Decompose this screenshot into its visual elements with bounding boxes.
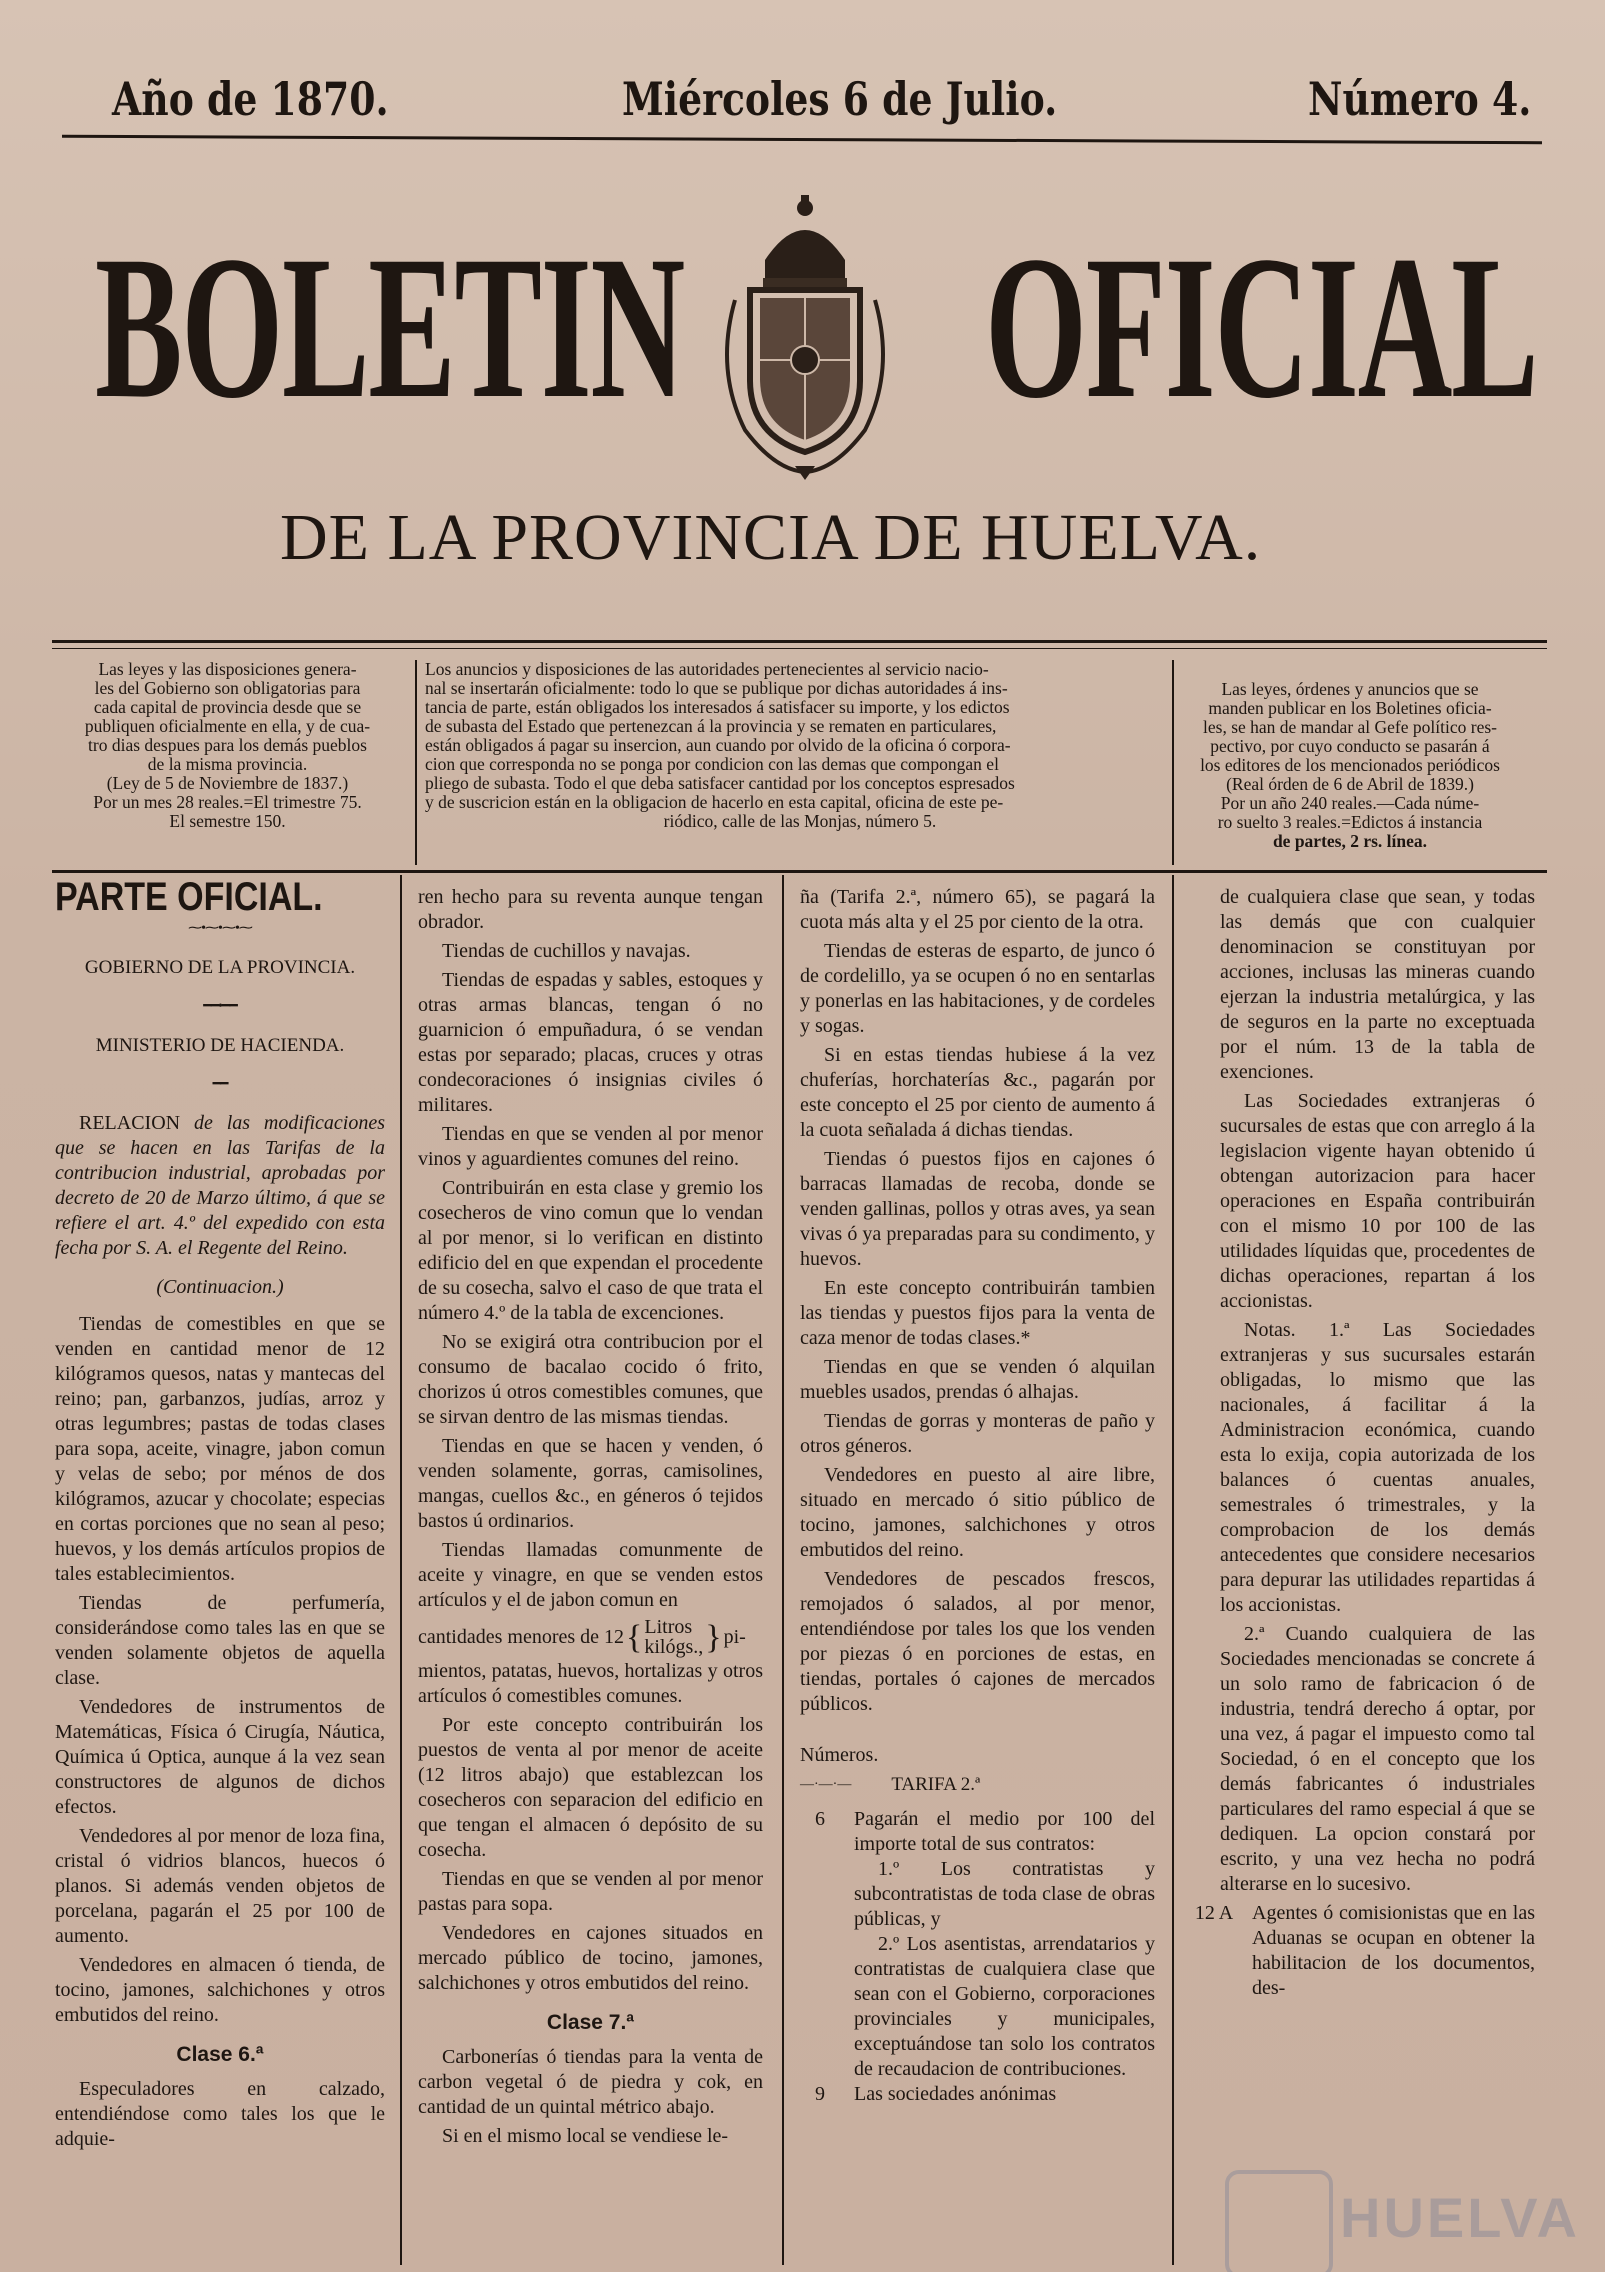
date-label: Miércoles 6 de Julio.: [622, 72, 1058, 126]
paragraph: Vendedores al por menor de loza fina, cristal ó vidrios blancos, huecos ó planos. Si además venden objetos de porcelana, pagarán el 25 por 100 de aumento.: [55, 1825, 385, 1947]
notice-line: Por un mes 28 reales.=El trimestre 75.: [93, 792, 362, 812]
quantity-text: cantidades menores de 12: [418, 1625, 625, 1648]
notice-right: [1180, 680, 1520, 851]
notice-line: les, se han de mandar al Gefe político res-: [1203, 717, 1497, 737]
notice-divider: [415, 660, 417, 865]
notice-line: Las leyes, órdenes y anuncios que se: [1221, 679, 1479, 699]
stamp-shield-icon: [1225, 2170, 1333, 2272]
paragraph: Contribuirán en esta clase y gremio los cosecheros de vino comun que lo vendan al por menor, si lo verifican en distinto edificio del en que expendan el procedente de su cosecha, salvo el caso de que trata el número 4.º de la tabla de excenciones.: [418, 1177, 763, 1324]
unit-litros: Litros: [644, 1616, 693, 1638]
quantity-line: [418, 1617, 763, 1657]
notice-line: de partes, 2 rs. línea.: [1272, 831, 1428, 851]
column-2: [418, 885, 763, 2153]
column-divider: [1172, 875, 1174, 2265]
paragraph: Tiendas de gorras y monteras de paño y otros géneros.: [800, 1410, 1155, 1457]
notice-line: pliego de subasta. Todo el que deba satisfacer cantidad por los conceptos espresados: [425, 773, 1015, 793]
column-4: [1190, 885, 1535, 2001]
notice-left: [55, 660, 400, 831]
notice-line: y de suscricion están en la obligacion de hacerlo en esta capital, oficina de este pe-: [425, 792, 1004, 812]
stamp-text: HUELVA: [1340, 2186, 1580, 2249]
numbers-label: Números.: [800, 1744, 879, 1766]
notice-line: (Ley de 5 de Noviembre de 1837.): [106, 773, 349, 793]
paragraph: mientos, patatas, huevos, hortalizas y otros artículos ó comestibles comunes.: [418, 1660, 763, 1707]
paragraph: Si en estas tiendas hubiese á la vez chuferías, horchaterías &c., pagarán por este concepto el 25 por ciento de aumento á la cuota señalada á dichas tiendas.: [800, 1044, 1155, 1141]
brace-close: }: [705, 1618, 722, 1656]
coat-of-arms-emblem: [705, 190, 905, 480]
continuation-label: (Continuacion.): [156, 1276, 284, 1298]
year-label: Año de 1870.: [112, 72, 389, 126]
relacion-body: de las modificaciones que se hacen en las Tarifas de la contribucion industrial, aprobadas por decreto de 20 de Marzo último, á que se refiere el art. 4.º del expedido con esta fecha por S. A. el Regente del Reino.: [55, 1112, 385, 1259]
notice-line: manden publicar en los Boletines oficia-: [1208, 698, 1492, 718]
notice-line: pectivo, por cuyo conducto se pasarán á: [1210, 736, 1490, 756]
notice-line: Las leyes y las disposiciones genera-: [98, 659, 357, 679]
notice-line: cion que corresponda no se ponga por condicion con las demas que compongan el: [425, 754, 999, 774]
notice-line: los editores de los mencionados periódicos: [1200, 755, 1500, 775]
notices-top-rule-thin: [52, 648, 1547, 649]
notice-line: de subasta del Estado que pertenezcan á la provincia y se rematen en particulares,: [425, 716, 997, 736]
paragraph: Notas. 1.ª Las Sociedades extranjeras y sus sucursales estarán obligadas, lo mismo que las nacionales, á facilitar á la Administracion económica, cuando esta lo exija, copia autorizada de los balances ó cuentas anuales, semestrales ó trimestrales, y la comprobacion de los demás antecedentes que considere necesarios para depurar las utilidades repartidas á los accionistas.: [1220, 1319, 1535, 1616]
government-heading: GOBIERNO DE LA PROVINCIA.: [84, 957, 356, 978]
notice-line: El semestre 150.: [169, 811, 286, 831]
row-number: 9: [815, 2083, 825, 2105]
top-rule: [62, 135, 1542, 144]
paragraph: Tiendas en que se venden al por menor vinos y aguardientes comunes del reino.: [418, 1123, 763, 1170]
paragraph: Vendedores de instrumentos de Matemáticas, Física ó Cirugía, Náutica, Química ú Optica, aunque á la vez sean constructores de algunos de dichos efectos.: [55, 1696, 385, 1818]
notice-line: les del Gobierno son obligatorias para: [94, 678, 361, 698]
relacion-head: RELACION: [79, 1112, 181, 1134]
paragraph: Tiendas de comestibles en que se venden en cantidad menor de 12 kilógramos quesos, natas y mantecas del reino; pan, garbanzos, judías, arroz y otras legumbres; pastas de todas clases para sopa, aceite, vinagre, jabon comun y velas de sebo; por ménos de dos kilógramos, azucar y chocolate; especias en cortas porciones que no sean al peso; huevos, y los demás artículos propios de tales establecimientos.: [55, 1313, 385, 1585]
row-body: [854, 1807, 1155, 2082]
columns-top-rule: [52, 870, 1547, 873]
numbered-row: [1190, 1901, 1535, 2001]
paragraph: Las Sociedades extranjeras ó sucursales de estas que con arreglo á la legislacion vigente hayan obtenido ú obtengan autorizacion para hacer operaciones en España contribuirán con el mismo 10 por 100 de las utilidades líquidas que, procedentes de dichas operaciones, repartan á los accionistas.: [1220, 1090, 1535, 1312]
paragraph: ren hecho para su reventa aunque tengan obrador.: [418, 886, 763, 933]
paragraph: Si en el mismo local se vendiese le-: [442, 2125, 729, 2147]
unit-kilogs: kilógs.,: [644, 1636, 704, 1658]
issue-number: Número 4.: [1308, 72, 1532, 126]
class-heading: Clase 6.ª: [176, 2043, 264, 2066]
hyphen-text: pi-: [723, 1625, 746, 1648]
title-oficial: OFICIAL: [985, 214, 1538, 441]
title-boletin: BOLETIN: [95, 214, 684, 441]
paragraph: Tiendas de esteras de esparto, de junco ó de cordelillo, ya se ocupen ó no en sentarlas y ponerlas en las habitaciones, y de cordeles y sogas.: [800, 940, 1155, 1037]
notices-top-rule: [52, 640, 1547, 643]
notice-line: nal se insertarán oficialmente: todo lo que se publique por dichas autoridades á ins-: [425, 678, 1008, 698]
notice-divider: [1172, 660, 1174, 865]
paragraph: Vendedores de pescados frescos, remojados ó salados, al por menor, entendiéndose por tales los que los venden por piezas ó en porciones de estas, en tiendas, portales ó cajones de mercados públicos.: [800, 1568, 1155, 1715]
paragraph: Tiendas en que se venden ó alquilan muebles usados, prendas ó alhajas.: [800, 1356, 1155, 1403]
paragraph: Especuladores en calzado, entendiéndose como tales los que le adquie-: [55, 2078, 385, 2150]
notice-line: tancia de parte, están obligados los interesados á satisfacer su importe, y los edictos: [425, 697, 1010, 717]
row-item: 2.º Los asentistas, arrendatarios y contratistas de cualquiera clase que sean con el Gobierno, corporaciones provinciales y municipales, exceptuándose tan solo los contratos de recaudacion de contribuciones.: [854, 1933, 1155, 2080]
column-divider: [782, 875, 784, 2265]
row-text: Las sociedades anónimas: [854, 2083, 1057, 2105]
paragraph: Tiendas de perfumería, considerándose como tales las en que se venden solamente objetos de aquella clase.: [55, 1592, 385, 1689]
paragraph: Tiendas ó puestos fijos en cajones ó barracas llamadas de recoba, donde se venden gallinas, pollos y otras aves, ya sean vivas ó ya preparadas para su condimento, y huevos.: [800, 1148, 1155, 1270]
library-stamp-logo: [1200, 2140, 1580, 2249]
notice-line: (Real órden de 6 de Abril de 1839.): [1226, 774, 1474, 794]
notice-line: riódico, calle de las Monjas, número 5.: [663, 811, 937, 831]
numbered-row: [800, 2082, 1155, 2107]
class-heading: Clase 7.ª: [546, 2011, 635, 2034]
paragraph: Tiendas llamadas comunmente de aceite y vinagre, en que se venden estos artículos y el de jabon comun en: [418, 1539, 763, 1611]
notice-line: tro dias despues para los demás pueblos: [88, 735, 367, 755]
paragraph: En este concepto contribuirán tambien las tiendas y puestos fijos para la venta de caza menor de todas clases.*: [800, 1277, 1155, 1349]
notice-line: de la misma provincia.: [147, 754, 308, 774]
row-item: 1.º Los contratistas y subcontratistas de toda clase de obras públicas, y: [854, 1858, 1155, 1930]
brace-open: {: [626, 1618, 643, 1656]
column-divider: [400, 875, 402, 2265]
notice-center: [425, 660, 1175, 831]
paragraph: 2.ª Cuando cualquiera de las Sociedades mencionadas se concrete á un solo ramo de fabricacion ó de industria, tendrá derecho á optar, por una vez, á pagar el impuesto como tal Sociedad, ó en el concepto que los demás fabricantes ó industriales particulares del ramo especial á que se dediquen. La opcion constará por escrito, y una vez hecha no podrá alterarse en lo sucesivo.: [1220, 1623, 1535, 1895]
paragraph: Tiendas de cuchillos y navajas.: [442, 940, 691, 962]
tariff-heading-row: [800, 1772, 1155, 1797]
paragraph: Tiendas en que se hacen y venden, ó venden solamente, gorras, camisolines, mangas, cuellos &c., en géneros ó tejidos bastos ú ordinarios.: [418, 1435, 763, 1532]
ornament-rule: ⁓•⁓•⁓•⁓: [188, 921, 252, 936]
notice-line: ro suelto 3 reales.=Edictos á instancia: [1217, 812, 1483, 832]
paragraph: Tiendas de espadas y sables, estoques y otras armas blancas, tengan ó no guarnicion ó empuñadura, ó se vendan estas por separado; placas, cruces y otras condecoraciones ó insignias civiles ó militares.: [418, 969, 763, 1116]
section-heading: PARTE OFICIAL.: [55, 875, 323, 919]
notice-line: están obligados á pagar su insercion, aun cuando por olvido de la oficina ó corpora-: [425, 735, 1011, 755]
column-1: [55, 875, 385, 2156]
dash-mark: —·—·—: [800, 1777, 852, 1792]
ornament-rule: ━━•━━: [203, 999, 237, 1014]
column-3: [800, 885, 1155, 2107]
ornament-rule: ━━: [212, 1077, 228, 1092]
row-text: Pagarán el medio por 100 del importe total de sus contratos:: [854, 1808, 1155, 1855]
notice-line: Por un año 240 reales.—Cada núme-: [1220, 793, 1480, 813]
tariff-heading: TARIFA 2.ª: [891, 1774, 981, 1795]
numbered-row: [800, 1807, 1155, 2082]
unit-stack: [644, 1617, 703, 1657]
paragraph: Por este concepto contribuirán los puestos de venta al por menor de aceite (12 litros abajo) que establezcan los cosecheros con separacion del edificio en que tengan el almacen ó depósito de su cosecha.: [418, 1714, 763, 1861]
relacion-paragraph: [55, 1111, 385, 1261]
notice-line: cada capital de provincia desde que se: [93, 697, 362, 717]
paragraph: de cualquiera clase que sean, y todas las demás que con cualquier denominacion se constituyan por acciones, inclusas las mineras cuando ejerzan la industria metalúrgica, y las de seguros en la parte no exceptuada por el núm. 13 de la tabla de exenciones.: [1220, 886, 1535, 1083]
subtitle-province: DE LA PROVINCIA DE HUELVA.: [280, 501, 1262, 574]
paragraph: No se exigirá otra contribucion por el consumo de bacalao cocido ó frito, chorizos ú otros comestibles comunes, que se sirvan dentro de las mismas tiendas.: [418, 1331, 763, 1428]
paragraph: ña (Tarifa 2.ª, número 65), se pagará la cuota más alta y el 25 por ciento de la otra.: [800, 886, 1155, 933]
paragraph: Vendedores en almacen ó tienda, de tocino, jamones, salchichones y otros embutidos del reino.: [55, 1954, 385, 2026]
row-number: 12 A: [1194, 1902, 1234, 1924]
paragraph: Carbonerías ó tiendas para la venta de carbon vegetal ó de piedra y cok, en cantidad de un quintal métrico abajo.: [418, 2046, 763, 2118]
notice-line: publiquen oficialmente en ella, y de cua-: [84, 716, 371, 736]
ministry-heading: MINISTERIO DE HACIENDA.: [95, 1035, 345, 1056]
row-number: 6: [815, 1808, 825, 1830]
notice-line: Los anuncios y disposiciones de las autoridades pertenecientes al servicio nacio-: [425, 659, 989, 679]
paragraph: Vendedores en cajones situados en mercado público de tocino, jamones, salchichones y otros embutidos del reino.: [418, 1922, 763, 1994]
row-text: Agentes ó comisionistas que en las Aduanas se ocupan en obtener la habilitacion de los documentos, des-: [1252, 1902, 1535, 1999]
paragraph: Vendedores en puesto al aire libre, situado en mercado ó sitio público de tocino, jamones, salchichones y otros embutidos del reino.: [800, 1464, 1155, 1561]
paragraph: Tiendas en que se venden al por menor pastas para sopa.: [418, 1868, 763, 1915]
